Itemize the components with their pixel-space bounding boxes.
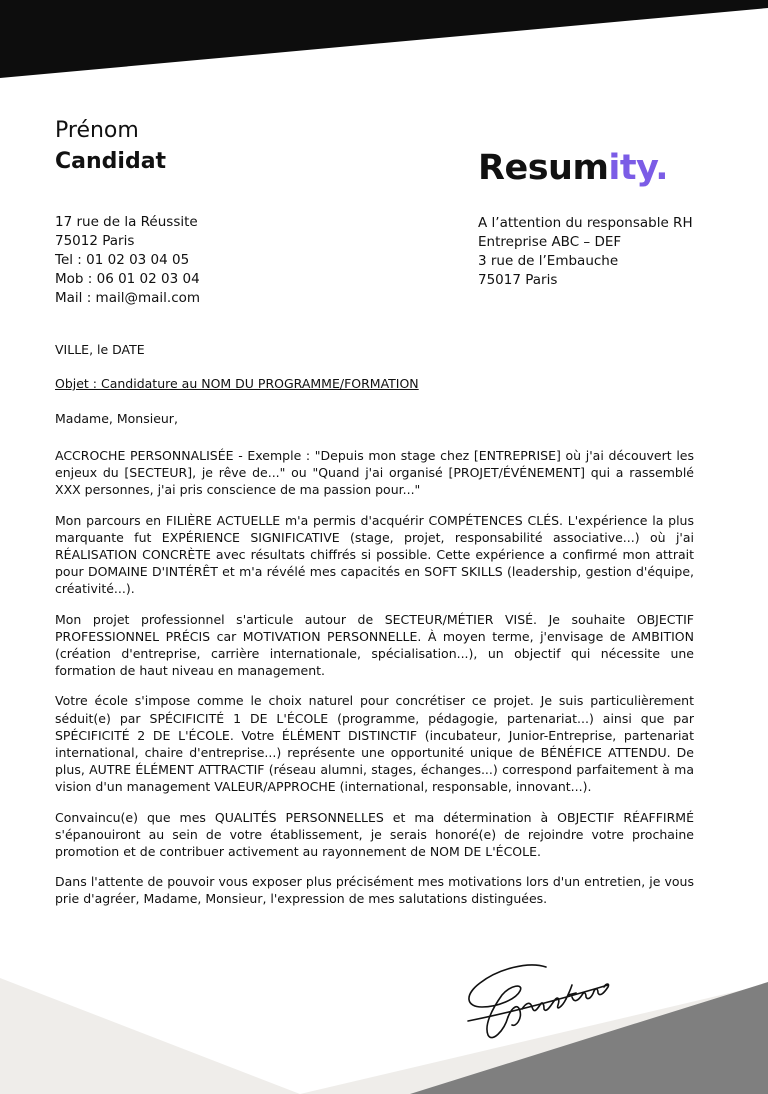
paragraph-closing: Dans l'attente de pouvoir vous exposer plus précisément mes motivations lors d'un entretien, je vous prie d'agréer, Madame, Monsieur, l'expression de mes salutations distinguées. <box>55 874 694 907</box>
letter-body <box>55 447 694 921</box>
sender-mail: Mail : mail@mail.com <box>55 290 201 306</box>
handwritten-signature <box>458 955 618 1045</box>
letter-date: VILLE, le DATE <box>55 342 145 357</box>
sender-mob: Mob : 06 01 02 03 04 <box>55 271 200 287</box>
letter-subject: Objet : Candidature au NOM DU PROGRAMME/FORMATION <box>55 376 419 391</box>
paragraph-hook: ACCROCHE PERSONNALISÉE - Exemple : "Depuis mon stage chez [ENTREPRISE] où j'ai découvert les enjeux du [SECTEUR], je rêve de..." ou "Quand j'ai organisé [PROJET/ÉVÉNEMENT] qui a rassemblé XXX personnes, j'ai pris conscience de ma passion pour..." <box>55 448 694 498</box>
logo-accent-text: ity. <box>608 148 669 188</box>
candidate-first-name: Prénom <box>55 118 139 143</box>
sender-address: 17 rue de la Réussite <box>55 214 198 230</box>
recipient-company: Entreprise ABC – DEF <box>478 234 622 250</box>
recipient-attention: A l’attention du responsable RH <box>478 215 693 231</box>
sender-tel: Tel : 01 02 03 04 05 <box>55 252 190 268</box>
recipient-city: 75017 Paris <box>478 272 558 288</box>
sender-block <box>55 213 200 308</box>
sender-city: 75012 Paris <box>55 233 135 249</box>
letter-greeting: Madame, Monsieur, <box>55 411 178 426</box>
recipient-block <box>478 214 693 290</box>
paragraph-conclusion: Convaincu(e) que mes QUALITÉS PERSONNELLES et ma détermination à OBJECTIF RÉAFFIRMÉ s'épanouiront au sein de votre établissement, je serais honoré(e) de rejoindre votre prochaine promotion et de contribuer activement au rayonnement de NOM DE L'ÉCOLE. <box>55 809 694 860</box>
resumity-logo <box>478 148 668 188</box>
paragraph-school: Votre école s'impose comme le choix naturel pour concrétiser ce projet. Je suis particulièrement séduit(e) par SPÉCIFICITÉ 1 DE L'ÉCOLE (programme, pédagogie, partenariat...) ainsi que par SPÉCIFICITÉ 2 DE L'ÉCOLE. Votre ÉLÉMENT DISTINCTIF (incubateur, Junior-Entreprise, partenariat international, chaire d'entreprise...) représente une opportunité unique de BÉNÉFICE ATTENDU. De plus, AUTRE ÉLÉMENT ATTRACTIF (réseau alumni, stages, échanges...) correspond parfaitement à ma vision d'un management VALEUR/APPROCHE (international, responsable, innovant...). <box>55 693 694 795</box>
recipient-address: 3 rue de l’Embauche <box>478 253 619 269</box>
candidate-last-name: Candidat <box>55 149 167 174</box>
logo-main-text: Resum <box>478 148 609 188</box>
paragraph-project: Mon projet professionnel s'articule autour de SECTEUR/MÉTIER VISÉ. Je souhaite OBJECTIF PROFESSIONNEL PRÉCIS car MOTIVATION PERSONNELLE. À moyen terme, j'envisage de AMBITION (création d'entreprise, carrière internationale, spécialisation...), un objectif qui nécessite une formation de haut niveau en management. <box>55 611 694 679</box>
paragraph-background: Mon parcours en FILIÈRE ACTUELLE m'a permis d'acquérir COMPÉTENCES CLÉS. L'expérience la plus marquante fut EXPÉRIENCE SIGNIFICATIVE (stage, projet, responsabilité associative...) où j'ai RÉALISATION CONCRÈTE avec résultats chiffrés si possible. Cette expérience a confirmé mon attrait pour DOMAINE D'INTÉRÊT et m'a révélé mes capacités en SOFT SKILLS (leadership, gestion d'équipe, créativité...). <box>55 512 694 597</box>
